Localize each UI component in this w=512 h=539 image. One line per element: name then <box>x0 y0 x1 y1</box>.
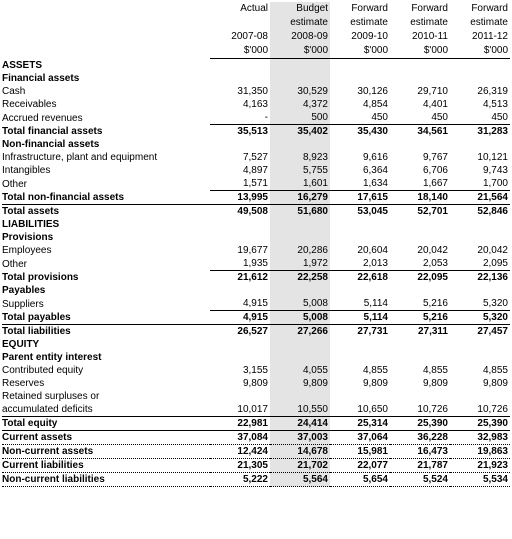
value-cell: 5,524 <box>390 473 450 487</box>
value-cell: 27,731 <box>330 325 390 339</box>
value-cell: 4,855 <box>362 365 388 376</box>
row-label: Other <box>2 178 28 190</box>
value-cell: 9,743 <box>482 165 508 176</box>
table-row <box>2 445 510 459</box>
value-cell <box>270 59 330 73</box>
value-cell: 16,473 <box>390 445 450 459</box>
row-label: Current liabilities <box>2 459 210 473</box>
table-row <box>2 325 510 339</box>
row-label: accumulated deficits <box>2 404 93 415</box>
value-cell <box>450 72 510 85</box>
row-label: Non-current assets <box>2 445 210 459</box>
table-row <box>2 417 510 431</box>
header-spacer <box>2 16 210 30</box>
value-cell: 9,809 <box>242 378 268 389</box>
value-cell <box>210 138 270 151</box>
value-cell: 20,042 <box>477 245 508 256</box>
value-cell: 30,529 <box>270 85 330 98</box>
value-cell: 19,677 <box>237 245 268 256</box>
header-year: 2011-12 <box>472 31 508 42</box>
value-cell: 5,320 <box>450 311 510 325</box>
header-unit: $'000 <box>270 44 330 59</box>
value-cell: 25,390 <box>390 417 450 431</box>
header-cell <box>210 16 270 30</box>
value-cell <box>270 231 330 244</box>
value-cell: 21,923 <box>450 459 510 473</box>
row-label: ASSETS <box>2 60 43 71</box>
value-cell: 26,319 <box>477 86 508 97</box>
value-cell <box>330 231 390 244</box>
row-label: Current assets <box>2 431 210 445</box>
value-cell: 21,702 <box>270 459 330 473</box>
table-row <box>2 205 510 219</box>
value-cell <box>450 338 510 351</box>
table-row <box>2 297 510 311</box>
value-cell <box>450 390 510 403</box>
value-cell <box>390 338 450 351</box>
value-cell <box>210 59 270 73</box>
value-cell <box>450 351 510 364</box>
row-label: Non-current liabilities <box>2 473 210 487</box>
value-cell: 7,527 <box>242 152 268 163</box>
table-row <box>2 311 510 325</box>
value-cell: 1,601 <box>270 177 330 191</box>
value-cell: 1,972 <box>270 257 330 271</box>
value-cell: 9,809 <box>270 377 330 390</box>
header-cell: Forward <box>471 3 508 14</box>
header-row-1 <box>2 2 510 16</box>
value-cell <box>270 338 330 351</box>
value-cell: 2,053 <box>422 258 448 269</box>
header-year: 2007-08 <box>231 31 268 42</box>
value-cell <box>210 231 270 244</box>
value-cell: 5,320 <box>482 298 508 309</box>
row-label: Total liabilities <box>2 325 210 339</box>
value-cell: 9,809 <box>422 378 448 389</box>
value-cell: 10,650 <box>357 404 388 415</box>
value-cell: 27,266 <box>270 325 330 339</box>
value-cell: 1,667 <box>422 178 448 189</box>
value-cell: 22,095 <box>390 271 450 285</box>
table-row <box>2 125 510 139</box>
value-cell: 6,706 <box>422 165 448 176</box>
header-unit: $'000 <box>390 44 450 59</box>
value-cell: 20,286 <box>270 244 330 257</box>
value-cell <box>330 59 390 73</box>
value-cell: 24,414 <box>270 417 330 431</box>
value-cell <box>330 338 390 351</box>
value-cell <box>210 218 270 231</box>
value-cell: 22,077 <box>330 459 390 473</box>
table-row <box>2 151 510 164</box>
header-year: 2008-09 <box>270 30 330 44</box>
value-cell <box>270 351 330 364</box>
value-cell: 49,508 <box>210 205 270 219</box>
value-cell <box>210 338 270 351</box>
value-cell <box>390 72 450 85</box>
header-year: 2010-11 <box>412 31 448 42</box>
value-cell: 5,216 <box>422 298 448 309</box>
value-cell: 10,121 <box>477 152 508 163</box>
value-cell: 22,136 <box>450 271 510 285</box>
value-cell <box>390 390 450 403</box>
value-cell <box>450 231 510 244</box>
table-row <box>2 231 510 244</box>
value-cell: 10,550 <box>270 403 330 417</box>
header-unit: $'000 <box>210 44 270 59</box>
value-cell: 36,228 <box>390 431 450 445</box>
value-cell: 25,314 <box>330 417 390 431</box>
row-label: Total non-financial assets <box>2 192 125 203</box>
value-cell: 4,915 <box>210 311 270 325</box>
value-cell <box>390 351 450 364</box>
table-row <box>2 431 510 445</box>
row-label: Cash <box>2 86 26 97</box>
row-label: Total provisions <box>2 272 79 283</box>
row-label: Retained surpluses or <box>2 391 100 402</box>
value-cell: 17,615 <box>330 191 390 205</box>
value-cell <box>450 138 510 151</box>
value-cell: 450 <box>371 112 388 123</box>
header-spacer <box>2 2 210 16</box>
row-label: Suppliers <box>2 298 44 310</box>
value-cell: 27,311 <box>390 325 450 339</box>
table-row <box>2 98 510 111</box>
value-cell: 4,855 <box>422 365 448 376</box>
header-unit: $'000 <box>330 44 390 59</box>
table-row <box>2 459 510 473</box>
value-cell: 4,372 <box>270 98 330 111</box>
value-cell: 4,401 <box>422 99 448 110</box>
value-cell: 25,390 <box>450 417 510 431</box>
table-row <box>2 244 510 257</box>
header-row-2 <box>2 16 510 30</box>
value-cell <box>270 218 330 231</box>
value-cell: 15,981 <box>330 445 390 459</box>
row-label: Financial assets <box>2 73 80 84</box>
value-cell <box>210 284 270 297</box>
value-cell <box>450 59 510 73</box>
value-cell <box>450 218 510 231</box>
table-row <box>2 59 510 73</box>
value-cell: 20,604 <box>357 245 388 256</box>
header-row-3 <box>2 30 510 44</box>
row-label: Non-financial assets <box>2 139 100 150</box>
value-cell: 22,258 <box>270 271 330 285</box>
value-cell: 27,457 <box>450 325 510 339</box>
row-label: Employees <box>2 245 52 256</box>
row-label: EQUITY <box>2 339 40 350</box>
value-cell <box>450 284 510 297</box>
row-label: LIABILITIES <box>2 219 60 230</box>
header-cell: estimate <box>410 17 448 28</box>
row-label: Contributed equity <box>2 365 84 376</box>
value-cell: 22,618 <box>330 271 390 285</box>
row-label: Parent entity interest <box>2 352 102 363</box>
value-cell: 26,527 <box>210 325 270 339</box>
value-cell <box>270 284 330 297</box>
table-row <box>2 218 510 231</box>
balance-sheet-table <box>2 2 510 487</box>
value-cell: 1,571 <box>242 178 268 189</box>
value-cell: - <box>264 112 268 123</box>
value-cell: 1,700 <box>482 178 508 189</box>
value-cell: 31,350 <box>237 86 268 97</box>
value-cell: 30,126 <box>357 86 388 97</box>
table-row <box>2 473 510 487</box>
value-cell: 4,163 <box>242 99 268 110</box>
value-cell: 10,017 <box>237 404 268 415</box>
value-cell: 21,612 <box>210 271 270 285</box>
row-label: Provisions <box>2 232 54 243</box>
value-cell: 29,710 <box>417 86 448 97</box>
value-cell <box>390 59 450 73</box>
value-cell <box>210 72 270 85</box>
header-year: 2009-10 <box>351 31 388 42</box>
value-cell: 21,564 <box>450 191 510 205</box>
value-cell: 5,654 <box>330 473 390 487</box>
value-cell: 4,513 <box>482 99 508 110</box>
value-cell: 13,995 <box>210 191 270 205</box>
value-cell: 10,726 <box>477 404 508 415</box>
value-cell: 16,279 <box>270 191 330 205</box>
row-label: Accrued revenues <box>2 112 83 124</box>
table-row <box>2 351 510 364</box>
row-label: Payables <box>2 285 46 296</box>
value-cell: 14,678 <box>270 445 330 459</box>
value-cell: 2,095 <box>482 258 508 269</box>
table-row <box>2 72 510 85</box>
value-cell: 6,364 <box>362 165 388 176</box>
header-spacer <box>2 44 210 59</box>
value-cell <box>270 72 330 85</box>
row-label: Total assets <box>2 205 210 219</box>
value-cell <box>330 138 390 151</box>
value-cell: 51,680 <box>270 205 330 219</box>
value-cell: 500 <box>270 111 330 125</box>
value-cell: 4,055 <box>270 364 330 377</box>
value-cell: 32,983 <box>450 431 510 445</box>
header-spacer <box>2 30 210 44</box>
value-cell: 35,402 <box>270 125 330 139</box>
value-cell: 20,042 <box>417 245 448 256</box>
value-cell: 1,634 <box>362 178 388 189</box>
header-cell: Actual <box>240 3 268 14</box>
header-cell: Forward <box>351 3 388 14</box>
value-cell <box>330 351 390 364</box>
value-cell: 9,809 <box>482 378 508 389</box>
value-cell: 12,424 <box>210 445 270 459</box>
header-cell: estimate <box>470 17 508 28</box>
value-cell: 37,064 <box>330 431 390 445</box>
value-cell <box>210 351 270 364</box>
value-cell: 52,701 <box>390 205 450 219</box>
value-cell: 2,013 <box>362 258 388 269</box>
value-cell: 21,305 <box>210 459 270 473</box>
table-row <box>2 111 510 125</box>
value-cell: 21,787 <box>390 459 450 473</box>
value-cell: 1,935 <box>242 258 268 269</box>
table-row <box>2 390 510 403</box>
value-cell: 5,222 <box>210 473 270 487</box>
value-cell: 9,809 <box>362 378 388 389</box>
table-row <box>2 138 510 151</box>
row-label: Infrastructure, plant and equipment <box>2 152 158 163</box>
value-cell: 18,140 <box>390 191 450 205</box>
row-label: Intangibles <box>2 165 51 176</box>
value-cell: 9,767 <box>422 152 448 163</box>
value-cell: 19,863 <box>450 445 510 459</box>
value-cell <box>330 218 390 231</box>
value-cell: 5,755 <box>270 164 330 177</box>
value-cell <box>330 72 390 85</box>
value-cell: 4,915 <box>242 298 268 309</box>
table-row <box>2 377 510 390</box>
value-cell: 10,726 <box>417 404 448 415</box>
table-row <box>2 257 510 271</box>
value-cell <box>330 390 390 403</box>
value-cell: 31,283 <box>450 125 510 139</box>
table-row <box>2 85 510 98</box>
table-row <box>2 284 510 297</box>
table-row <box>2 164 510 177</box>
value-cell: 53,045 <box>330 205 390 219</box>
value-cell: 5,008 <box>270 311 330 325</box>
row-label: Total equity <box>2 417 210 431</box>
value-cell: 5,534 <box>450 473 510 487</box>
balance-sheet-body <box>2 2 510 487</box>
table-row <box>2 271 510 285</box>
value-cell: 37,003 <box>270 431 330 445</box>
value-cell <box>390 218 450 231</box>
row-label: Total payables <box>2 312 71 323</box>
value-cell: 5,114 <box>363 298 388 309</box>
row-label: Receivables <box>2 99 57 110</box>
value-cell: 35,513 <box>210 125 270 139</box>
value-cell: 34,561 <box>390 125 450 139</box>
header-row-4 <box>2 44 510 59</box>
table-row <box>2 338 510 351</box>
table-row <box>2 191 510 205</box>
value-cell: 8,923 <box>270 151 330 164</box>
value-cell <box>390 284 450 297</box>
value-cell: 4,854 <box>362 99 388 110</box>
value-cell <box>210 390 270 403</box>
value-cell: 35,430 <box>330 125 390 139</box>
value-cell: 450 <box>491 112 508 123</box>
header-cell: Forward <box>411 3 448 14</box>
table-row <box>2 364 510 377</box>
table-row <box>2 177 510 191</box>
row-label: Total financial assets <box>2 126 103 137</box>
value-cell: 52,846 <box>450 205 510 219</box>
value-cell <box>390 231 450 244</box>
table-row <box>2 403 510 417</box>
value-cell: 4,855 <box>482 365 508 376</box>
value-cell: 37,084 <box>210 431 270 445</box>
value-cell: 4,897 <box>242 165 268 176</box>
header-cell: Budget <box>270 2 330 16</box>
value-cell: 3,155 <box>242 365 268 376</box>
row-label: Other <box>2 258 28 270</box>
value-cell <box>270 138 330 151</box>
header-unit: $'000 <box>450 44 510 59</box>
row-label: Reserves <box>2 378 45 389</box>
value-cell: 9,616 <box>362 152 388 163</box>
value-cell: 5,008 <box>270 297 330 311</box>
header-cell: estimate <box>350 17 388 28</box>
value-cell: 450 <box>431 112 448 123</box>
value-cell: 22,981 <box>210 417 270 431</box>
value-cell <box>330 284 390 297</box>
value-cell: 5,216 <box>390 311 450 325</box>
value-cell: 5,564 <box>270 473 330 487</box>
header-cell: estimate <box>270 16 330 30</box>
value-cell <box>270 390 330 403</box>
value-cell: 5,114 <box>330 311 390 325</box>
value-cell <box>390 138 450 151</box>
